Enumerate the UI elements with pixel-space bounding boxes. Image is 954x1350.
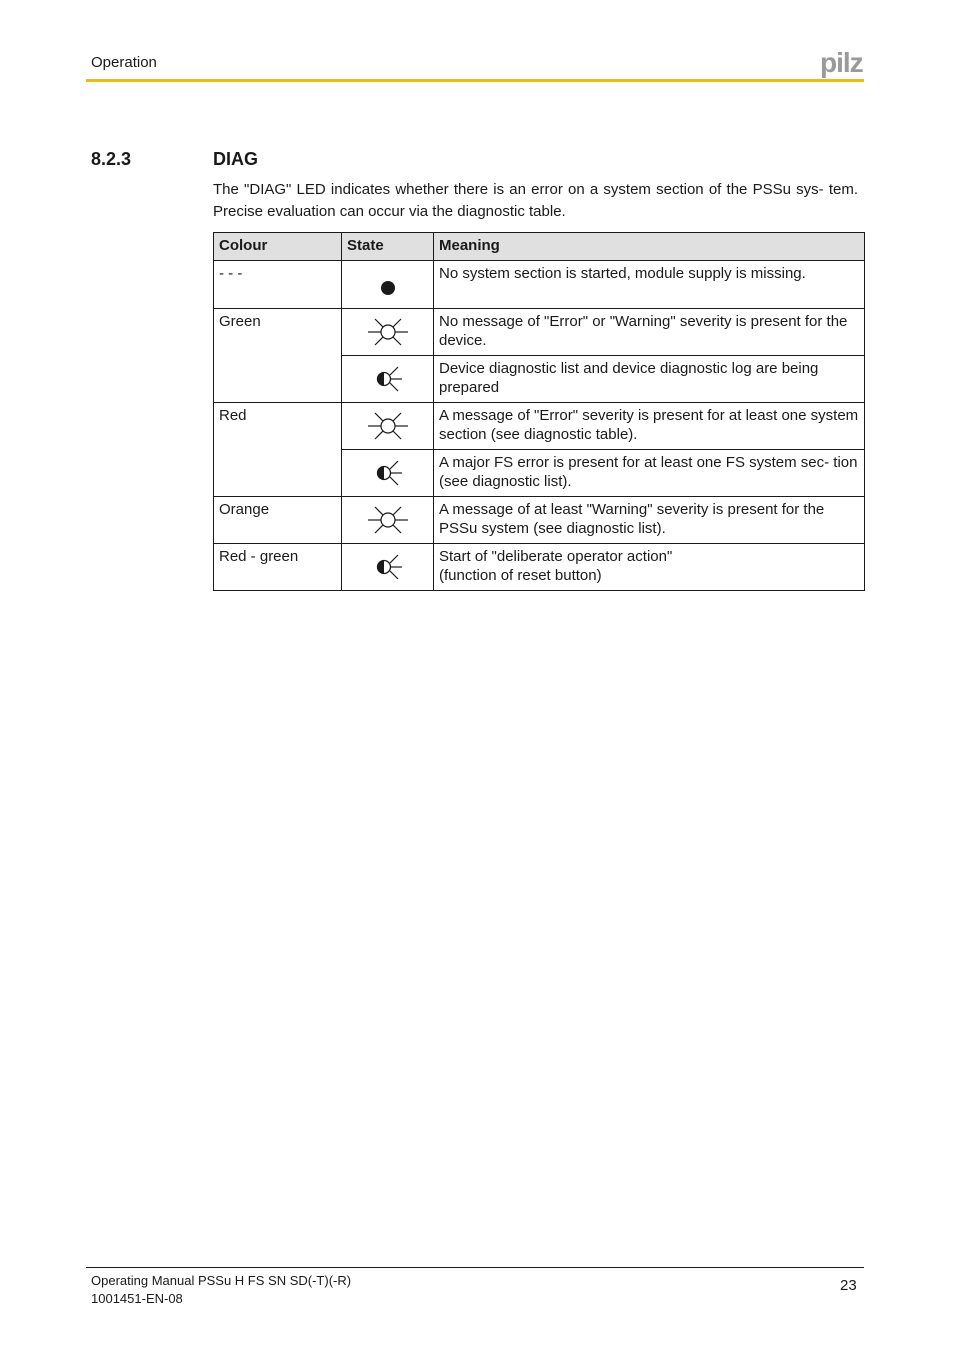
led-on-icon bbox=[366, 407, 410, 445]
intro-paragraph: The "DIAG" LED indicates whether there is an error on a system section of the PSSu sys- tem. Precise evaluation can occur via the diagnostic table. bbox=[213, 181, 858, 220]
colour-cell: Red - green bbox=[214, 544, 342, 591]
table-row bbox=[214, 261, 865, 309]
pilz-logo bbox=[820, 48, 866, 78]
state-cell bbox=[342, 497, 434, 544]
page-number: 23 bbox=[840, 1277, 857, 1294]
table-row bbox=[214, 403, 865, 450]
led-on-icon bbox=[366, 501, 410, 539]
led-flashing-icon bbox=[366, 454, 410, 492]
led-on-icon bbox=[366, 313, 410, 351]
section-number: 8.2.3 bbox=[91, 149, 132, 169]
column-header-colour: Colour bbox=[214, 233, 342, 261]
section-title: DIAG bbox=[213, 149, 258, 169]
led-flashing-icon bbox=[366, 360, 410, 398]
colour-cell: Orange bbox=[214, 497, 342, 544]
meaning-cell: No system section is started, module supply is missing. bbox=[434, 261, 865, 309]
colour-cell: - - - bbox=[214, 261, 342, 309]
table-row bbox=[214, 309, 865, 356]
meaning-line: (function of reset button) bbox=[439, 567, 602, 584]
manual-title: Operating Manual PSSu H FS SN SD(-T)(-R) bbox=[91, 1273, 352, 1288]
meaning-cell bbox=[434, 544, 865, 591]
running-header: Operation bbox=[91, 54, 157, 71]
colour-cell: Green bbox=[214, 309, 342, 403]
table-row bbox=[214, 497, 865, 544]
meaning-line: Start of "deliberate operator action" bbox=[439, 548, 673, 565]
column-header-state: State bbox=[342, 233, 434, 261]
meaning-cell: A major FS error is present for at least one FS system sec- tion (see diagnostic list). bbox=[434, 450, 865, 497]
state-cell bbox=[342, 356, 434, 403]
meaning-cell: A message of "Error" severity is present for at least one system section (see diagnostic table). bbox=[434, 403, 865, 450]
meaning-cell: A message of at least "Warning" severity is present for the PSSu system (see diagnostic list). bbox=[434, 497, 865, 544]
table-header-row bbox=[214, 233, 865, 261]
state-cell bbox=[342, 261, 434, 309]
meaning-cell: Device diagnostic list and device diagnostic log are being prepared bbox=[434, 356, 865, 403]
document-number: 1001451-EN-08 bbox=[91, 1291, 183, 1306]
column-header-meaning: Meaning bbox=[434, 233, 865, 261]
state-cell bbox=[342, 450, 434, 497]
state-cell bbox=[342, 403, 434, 450]
footer-doc-info bbox=[91, 1272, 351, 1308]
led-off-icon bbox=[366, 266, 410, 304]
state-cell bbox=[342, 309, 434, 356]
footer-rule bbox=[86, 1267, 864, 1268]
header-rule bbox=[86, 79, 864, 82]
diag-led-table bbox=[213, 232, 865, 591]
svg-text:pilz: pilz bbox=[820, 48, 863, 78]
meaning-cell: No message of "Error" or "Warning" severity is present for the device. bbox=[434, 309, 865, 356]
led-flashing-icon bbox=[366, 548, 410, 586]
state-cell bbox=[342, 544, 434, 591]
table-row bbox=[214, 544, 865, 591]
colour-cell: Red bbox=[214, 403, 342, 497]
